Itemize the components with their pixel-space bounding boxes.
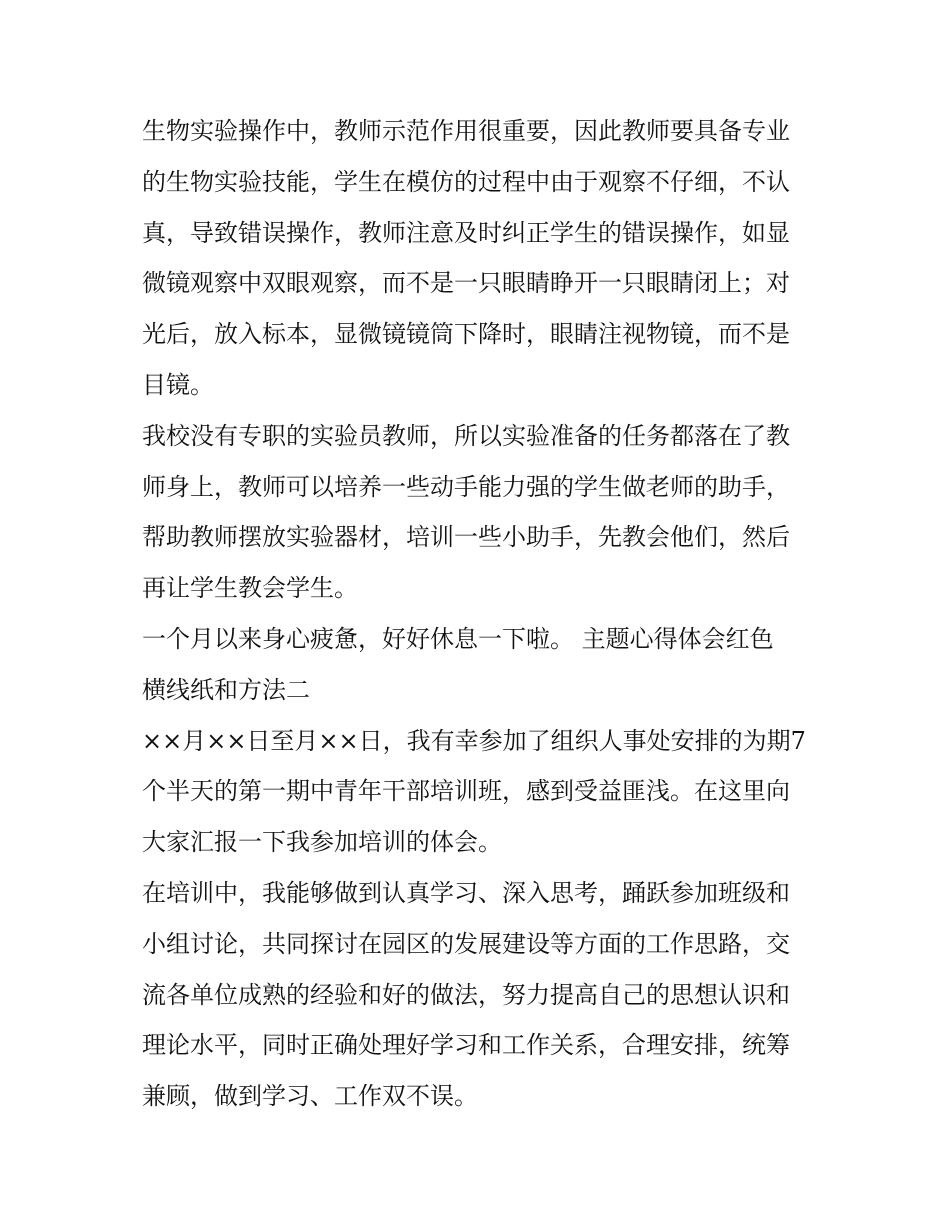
text-line: 生物实验操作中，教师示范作用很重要，因此教师要具备专业	[142, 117, 790, 145]
text-line: 真，导致错误操作，教师注意及时纠正学生的错误操作，如显	[142, 218, 790, 247]
text-line: 微镜观察中双眼观察，而不是一只眼睛睁开一只眼睛闭上；对	[142, 269, 790, 298]
text-line: 小组讨论，共同探讨在园区的发展建设等方面的工作思路，交	[142, 929, 790, 958]
text-line: 的生物实验技能，学生在模仿的过程中由于观察不仔细，不认	[142, 167, 790, 196]
text-line: 个半天的第一期中青年干部培训班，感到受益匪浅。在这里向	[142, 777, 790, 806]
text-line: 理论水平，同时正确处理好学习和工作关系，合理安排，统筹	[142, 1031, 790, 1060]
text-line: 师身上，教师可以培养一些动手能力强的学生做老师的助手，	[142, 472, 790, 501]
text-line: 再让学生教会学生。	[142, 574, 358, 603]
text-line: 一个月以来身心疲惫，好好休息一下啦。 主题心得体会红色	[142, 624, 774, 653]
text-line: 流各单位成熟的经验和好的做法，努力提高自己的思想认识和	[142, 980, 790, 1009]
text-line: 大家汇报一下我参加培训的体会。	[142, 828, 502, 857]
text-line: 目镜。	[142, 370, 214, 399]
text-line: ××月××日至月××日，我有幸参加了组织人事处安排的为期7	[142, 726, 806, 755]
text-line: 我校没有专职的实验员教师，所以实验准备的任务都落在了教	[142, 421, 790, 450]
text-line: 兼顾，做到学习、工作双不误。	[142, 1082, 478, 1111]
text-line: 横线纸和方法二	[142, 675, 310, 704]
text-line: 在培训中，我能够做到认真学习、深入思考，踊跃参加班级和	[142, 878, 790, 907]
text-line: 帮助教师摆放实验器材，培训一些小助手，先教会他们，然后	[142, 523, 790, 552]
text-line: 光后，放入标本，显微镜镜筒下降时，眼睛注视物镜，而不是	[142, 320, 790, 349]
document-body	[142, 106, 812, 1122]
